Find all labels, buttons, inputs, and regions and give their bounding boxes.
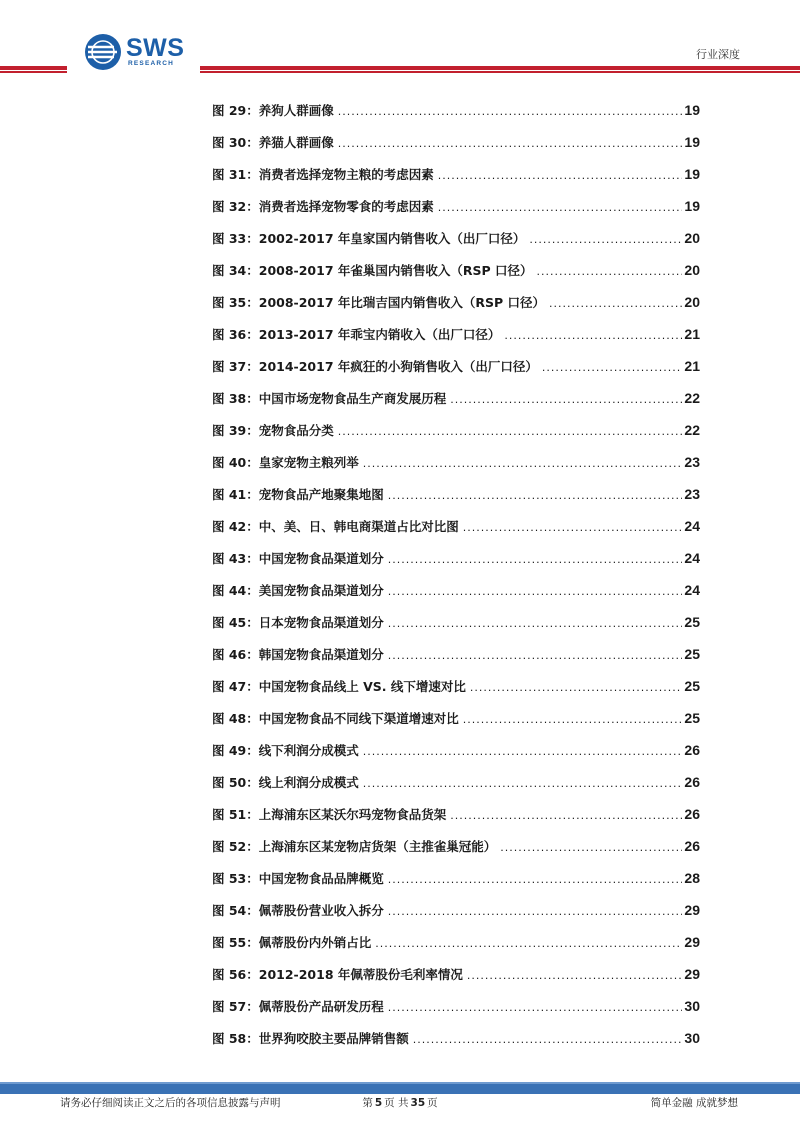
- logo-text: SWS: [126, 34, 185, 62]
- toc-entry-label: 图 49：线下利润分成模式: [212, 743, 359, 758]
- footer-rule: [0, 1084, 800, 1094]
- toc-entry-label: 图 32：消费者选择宠物零食的考虑因素: [212, 199, 434, 214]
- toc-entry-label: 图 35：2008-2017 年比瑞吉国内销售收入（RSP 口径）: [212, 295, 546, 310]
- toc-entry-page: 29: [684, 934, 700, 950]
- toc-leader-dots: [537, 262, 683, 282]
- toc-entry[interactable]: [212, 548, 700, 580]
- toc-leader-dots: [463, 518, 683, 538]
- toc-entry-page: 19: [684, 134, 700, 150]
- toc-entry-page: 26: [684, 838, 700, 854]
- toc-entry-label: 图 58：世界狗咬胶主要品牌销售额: [212, 1031, 409, 1046]
- toc-entry[interactable]: [212, 580, 700, 612]
- toc-entry-label: 图 34：2008-2017 年雀巢国内销售收入（RSP 口径）: [212, 263, 533, 278]
- toc-entry[interactable]: [212, 100, 700, 132]
- toc-entry[interactable]: [212, 772, 700, 804]
- toc-leader-dots: [438, 198, 683, 218]
- toc-entry-page: 21: [684, 358, 700, 374]
- toc-leader-dots: [413, 1030, 683, 1050]
- toc-entry[interactable]: [212, 196, 700, 228]
- toc-entry-page: 29: [684, 966, 700, 982]
- toc-entry-page: 24: [684, 518, 700, 534]
- header-rule: [200, 71, 800, 73]
- logo-subtext: RESEARCH: [128, 60, 175, 67]
- toc-leader-dots: [375, 934, 682, 954]
- toc-entry[interactable]: [212, 996, 700, 1028]
- toc-entry[interactable]: [212, 804, 700, 836]
- toc-entry[interactable]: [212, 644, 700, 676]
- toc-entry-label: 图 30：养猫人群画像: [212, 135, 334, 150]
- toc-entry[interactable]: [212, 932, 700, 964]
- sws-logo-icon: [84, 33, 122, 71]
- toc-leader-dots: [388, 486, 683, 506]
- toc-entry[interactable]: [212, 228, 700, 260]
- toc-entry[interactable]: [212, 452, 700, 484]
- toc-entry-label: 图 41：宠物食品产地聚集地图: [212, 487, 384, 502]
- toc-leader-dots: [450, 390, 682, 410]
- toc-entry-page: 21: [684, 326, 700, 342]
- toc-entry-label: 图 53：中国宠物食品品牌概览: [212, 871, 384, 886]
- toc-entry-page: 25: [684, 710, 700, 726]
- toc-entry-label: 图 31：消费者选择宠物主粮的考虑因素: [212, 167, 434, 182]
- toc-leader-dots: [463, 710, 683, 730]
- toc-leader-dots: [388, 902, 683, 922]
- figure-list: [212, 100, 700, 1060]
- toc-leader-dots: [363, 742, 683, 762]
- toc-entry-label: 图 56：2012-2018 年佩蒂股份毛利率情况: [212, 967, 463, 982]
- toc-entry[interactable]: [212, 964, 700, 996]
- toc-entry[interactable]: [212, 612, 700, 644]
- slogan: 简单金融 成就梦想: [650, 1097, 738, 1109]
- toc-leader-dots: [338, 102, 683, 122]
- toc-leader-dots: [542, 358, 683, 378]
- toc-entry-label: 图 50：线上利润分成模式: [212, 775, 359, 790]
- toc-entry-page: 20: [684, 230, 700, 246]
- header-rule: [0, 71, 67, 73]
- toc-leader-dots: [529, 230, 682, 250]
- sws-logo: [84, 33, 194, 73]
- toc-entry-label: 图 37：2014-2017 年疯狂的小狗销售收入（出厂口径）: [212, 359, 538, 374]
- toc-leader-dots: [450, 806, 682, 826]
- toc-entry-page: 22: [684, 422, 700, 438]
- toc-entry-label: 图 46：韩国宠物食品渠道划分: [212, 647, 384, 662]
- toc-entry-page: 30: [684, 1030, 700, 1046]
- toc-entry-page: 20: [684, 294, 700, 310]
- toc-leader-dots: [388, 870, 683, 890]
- toc-leader-dots: [388, 582, 683, 602]
- toc-entry-page: 25: [684, 614, 700, 630]
- toc-entry-label: 图 29：养狗人群画像: [212, 103, 334, 118]
- toc-entry-page: 24: [684, 550, 700, 566]
- toc-entry-page: 28: [684, 870, 700, 886]
- toc-entry[interactable]: [212, 132, 700, 164]
- toc-entry-page: 26: [684, 774, 700, 790]
- toc-entry-label: 图 45：日本宠物食品渠道划分: [212, 615, 384, 630]
- toc-entry-label: 图 47：中国宠物食品线上 VS. 线下增速对比: [212, 679, 466, 694]
- toc-entry-label: 图 44：美国宠物食品渠道划分: [212, 583, 384, 598]
- toc-entry[interactable]: [212, 676, 700, 708]
- toc-leader-dots: [363, 774, 683, 794]
- toc-entry-page: 19: [684, 166, 700, 182]
- header-rule: [200, 66, 800, 70]
- toc-entry-page: 26: [684, 806, 700, 822]
- toc-entry-page: 23: [684, 454, 700, 470]
- toc-entry-label: 图 33：2002-2017 年皇家国内销售收入（出厂口径）: [212, 231, 526, 246]
- toc-entry-label: 图 48：中国宠物食品不同线下渠道增速对比: [212, 711, 459, 726]
- toc-leader-dots: [388, 998, 683, 1018]
- toc-leader-dots: [388, 646, 683, 666]
- toc-leader-dots: [338, 422, 683, 442]
- toc-entry[interactable]: [212, 836, 700, 868]
- toc-entry-page: 26: [684, 742, 700, 758]
- toc-leader-dots: [504, 326, 682, 346]
- toc-leader-dots: [467, 966, 683, 986]
- toc-entry[interactable]: [212, 356, 700, 388]
- toc-entry-label: 图 54：佩蒂股份营业收入拆分: [212, 903, 384, 918]
- toc-entry[interactable]: [212, 292, 700, 324]
- toc-entry-label: 图 43：中国宠物食品渠道划分: [212, 551, 384, 566]
- toc-entry-label: 图 55：佩蒂股份内外销占比: [212, 935, 372, 950]
- toc-entry-label: 图 52：上海浦东区某宠物店货架（主推雀巢冠能）: [212, 839, 497, 854]
- toc-entry[interactable]: [212, 164, 700, 196]
- toc-entry[interactable]: [212, 516, 700, 548]
- toc-entry-page: 25: [684, 646, 700, 662]
- toc-entry[interactable]: [212, 868, 700, 900]
- toc-entry[interactable]: [212, 324, 700, 356]
- toc-entry-page: 30: [684, 998, 700, 1014]
- toc-entry[interactable]: [212, 420, 700, 452]
- toc-entry-page: 24: [684, 582, 700, 598]
- page-number: 第 5 页 共 35 页: [362, 1097, 438, 1109]
- toc-entry-page: 19: [684, 198, 700, 214]
- toc-entry-page: 25: [684, 678, 700, 694]
- toc-leader-dots: [388, 614, 683, 634]
- toc-entry-page: 19: [684, 102, 700, 118]
- toc-entry[interactable]: [212, 708, 700, 740]
- toc-entry[interactable]: [212, 388, 700, 420]
- toc-entry-label: 图 36：2013-2017 年乖宝内销收入（出厂口径）: [212, 327, 501, 342]
- toc-entry-label: 图 51：上海浦东区某沃尔玛宠物食品货架: [212, 807, 447, 822]
- toc-leader-dots: [470, 678, 683, 698]
- toc-leader-dots: [500, 838, 682, 858]
- toc-entry-label: 图 42：中、美、日、韩电商渠道占比对比图: [212, 519, 459, 534]
- toc-entry[interactable]: [212, 260, 700, 292]
- toc-entry[interactable]: [212, 1028, 700, 1060]
- toc-entry[interactable]: [212, 484, 700, 516]
- toc-entry-page: 29: [684, 902, 700, 918]
- toc-entry-page: 20: [684, 262, 700, 278]
- toc-entry-page: 23: [684, 486, 700, 502]
- toc-entry-label: 图 57：佩蒂股份产品研发历程: [212, 999, 384, 1014]
- toc-entry-label: 图 39：宠物食品分类: [212, 423, 334, 438]
- disclaimer-note: 请务必仔细阅读正文之后的各项信息披露与声明: [60, 1097, 281, 1109]
- toc-entry-label: 图 40：皇家宠物主粮列举: [212, 455, 359, 470]
- toc-entry[interactable]: [212, 900, 700, 932]
- toc-leader-dots: [438, 166, 683, 186]
- toc-leader-dots: [388, 550, 683, 570]
- toc-entry-page: 22: [684, 390, 700, 406]
- toc-entry[interactable]: [212, 740, 700, 772]
- toc-leader-dots: [549, 294, 682, 314]
- toc-entry-label: 图 38：中国市场宠物食品生产商发展历程: [212, 391, 447, 406]
- toc-leader-dots: [363, 454, 683, 474]
- header-rule: [0, 66, 67, 70]
- toc-leader-dots: [338, 134, 683, 154]
- report-category: 行业深度: [696, 48, 740, 61]
